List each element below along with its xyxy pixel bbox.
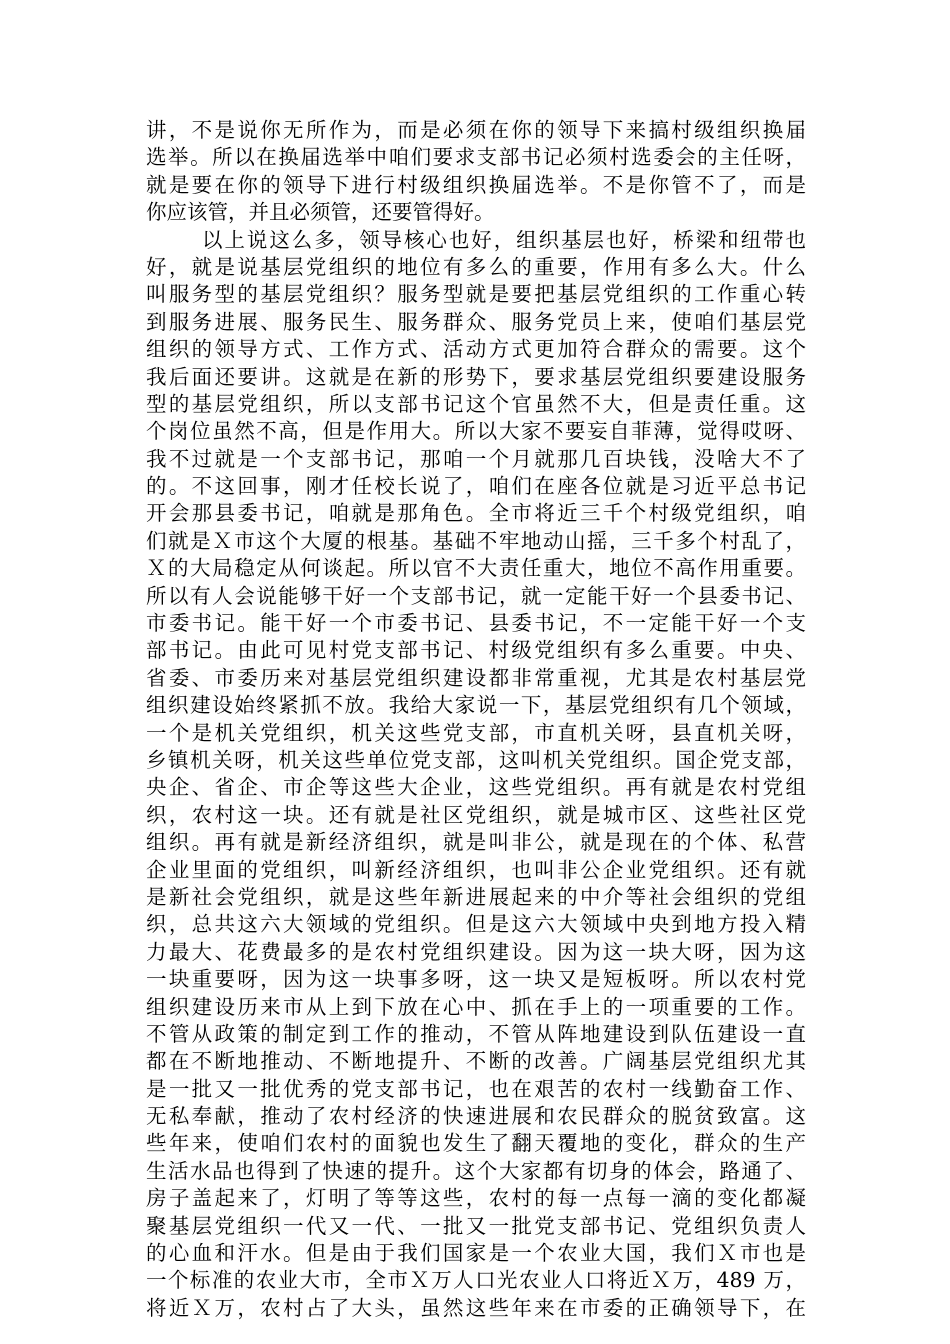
text-line: 将近Ｘ万，农村占了大头，虽然这些年来在市委的正确领导下，在 [146,1295,806,1320]
text-line: 组织的领导方式、工作方式、活动方式更加符合群众的需要。这个 [146,337,806,362]
text-line: 房子盖起来了，灯明了等等这些，农村的每一点每一滴的变化都凝 [146,1186,806,1211]
text-line: 是新社会党组织，就是这些年新进展起来的中介等社会组织的党组 [146,884,806,909]
text-line: 我不过就是一个支部书记，那咱一个月就那几百块钱，没啥大不了 [146,446,806,471]
text-line: 省委、市委历来对基层党组织建设都非常重视，尤其是农村基层党 [146,665,806,690]
text-line: 组织建设始终紧抓不放。我给大家说一下，基层党组织有几个领域， [146,693,806,718]
text-line: 无私奉献，推动了农村经济的快速进展和农民群众的脱贫致富。这 [146,1104,806,1129]
text-line: 力最大、花费最多的是农村党组织建设。因为这一块大呀，因为这 [146,939,806,964]
text-line: 的心血和汗水。但是由于我们国家是一个农业大国，我们Ｘ市也是 [146,1241,806,1266]
text-line: 到服务进展、服务民生、服务群众、服务党员上来，使咱们基层党 [146,309,806,334]
text-line: 好，就是说基层党组织的地位有多么的重要，作用有多么大。什么 [146,254,806,279]
text-line: 一个标准的农业大市，全市Ｘ万人口光农业人口将近Ｘ万，489 万， [146,1268,806,1293]
text-line: 所以有人会说能够干好一个支部书记，就一定能干好一个县委书记、 [146,583,806,608]
text-line: 企业里面的党组织，叫新经济组织，也叫非公企业党组织。还有就 [146,857,806,882]
text-line: 是一批又一批优秀的党支部书记，也在艰苦的农村一线勤奋工作、 [146,1076,806,1101]
text-line: 些年来，使咱们农村的面貌也发生了翻天覆地的变化，群众的生产 [146,1131,806,1156]
text-line: 讲，不是说你无所作为，而是必须在你的领导下来搞村级组织换届 [146,118,806,142]
text-line: 们就是Ｘ市这个大厦的根基。基础不牢地动山摇，三千多个村乱了， [146,528,806,553]
text-line: 组织。再有就是新经济组织，就是叫非公，就是现在的个体、私营 [146,830,806,855]
text-line: 你应该管，并且必须管，还要管得好。 [146,200,495,225]
text-line: 织，农村这一块。还有就是社区党组织，就是城市区、这些社区党 [146,802,806,827]
text-line: 一块重要呀，因为这一块事多呀，这一块又是短板呀。所以农村党 [146,967,806,992]
body-text [146,117,806,1322]
text-line: 的。不这回事，刚才任校长说了，咱们在座各位就是习近平总书记 [146,474,806,499]
paragraph-first-line: 以上说这么多，领导核心也好，组织基层也好，桥梁和纽带也 [202,227,806,252]
text-line: 不管从政策的制定到工作的推动，不管从阵地建设到队伍建设一直 [146,1021,806,1046]
text-line: 一个是机关党组织，机关这些党支部，市直机关呀，县直机关呀， [146,720,806,745]
text-line: 都在不断地推动、不断地提升、不断的改善。广阔基层党组织尤其 [146,1049,806,1074]
text-line: 就是要在你的领导下进行村级组织换届选举。不是你管不了，而是 [146,172,806,197]
text-line: 聚基层党组织一代又一代、一批又一批党支部书记、党组织负责人 [146,1213,806,1238]
text-line: 央企、省企、市企等这些大企业，这些党组织。再有就是农村党组 [146,775,806,800]
text-line: 乡镇机关呀，机关这些单位党支部，这叫机关党组织。国企党支部， [146,747,806,772]
text-line: 选举。所以在换届选举中咱们要求支部书记必须村选委会的主任呀， [146,145,806,170]
text-line: 市委书记。能干好一个市委书记、县委书记，不一定能干好一个支 [146,611,806,636]
text-line: 生活水品也得到了快速的提升。这个大家都有切身的体会，路通了、 [146,1158,806,1183]
text-line: 部书记。由此可见村党支部书记、村级党组织有多么重要。中央、 [146,638,806,663]
text-line: 组织建设历来市从上到下放在心中、抓在手上的一项重要的工作。 [146,994,806,1019]
text-line: 开会那县委书记，咱就是那角色。全市将近三千个村级党组织，咱 [146,501,806,526]
text-line: 个岗位虽然不高，但是作用大。所以大家不要妄自菲薄，觉得哎呀、 [146,419,806,444]
text-line: 织，总共这六大领域的党组织。但是这六大领域中央到地方投入精 [146,912,806,937]
text-line: 我后面还要讲。这就是在新的形势下，要求基层党组织要建设服务 [146,364,806,389]
text-line: 型的基层党组织，所以支部书记这个官虽然不大，但是责任重。这 [146,391,806,416]
text-line: Ｘ的大局稳定从何谈起。所以官不大责任重大，地位不高作用重要。 [146,556,806,581]
text-line: 叫服务型的基层党组织？服务型就是要把基层党组织的工作重心转 [146,282,806,307]
